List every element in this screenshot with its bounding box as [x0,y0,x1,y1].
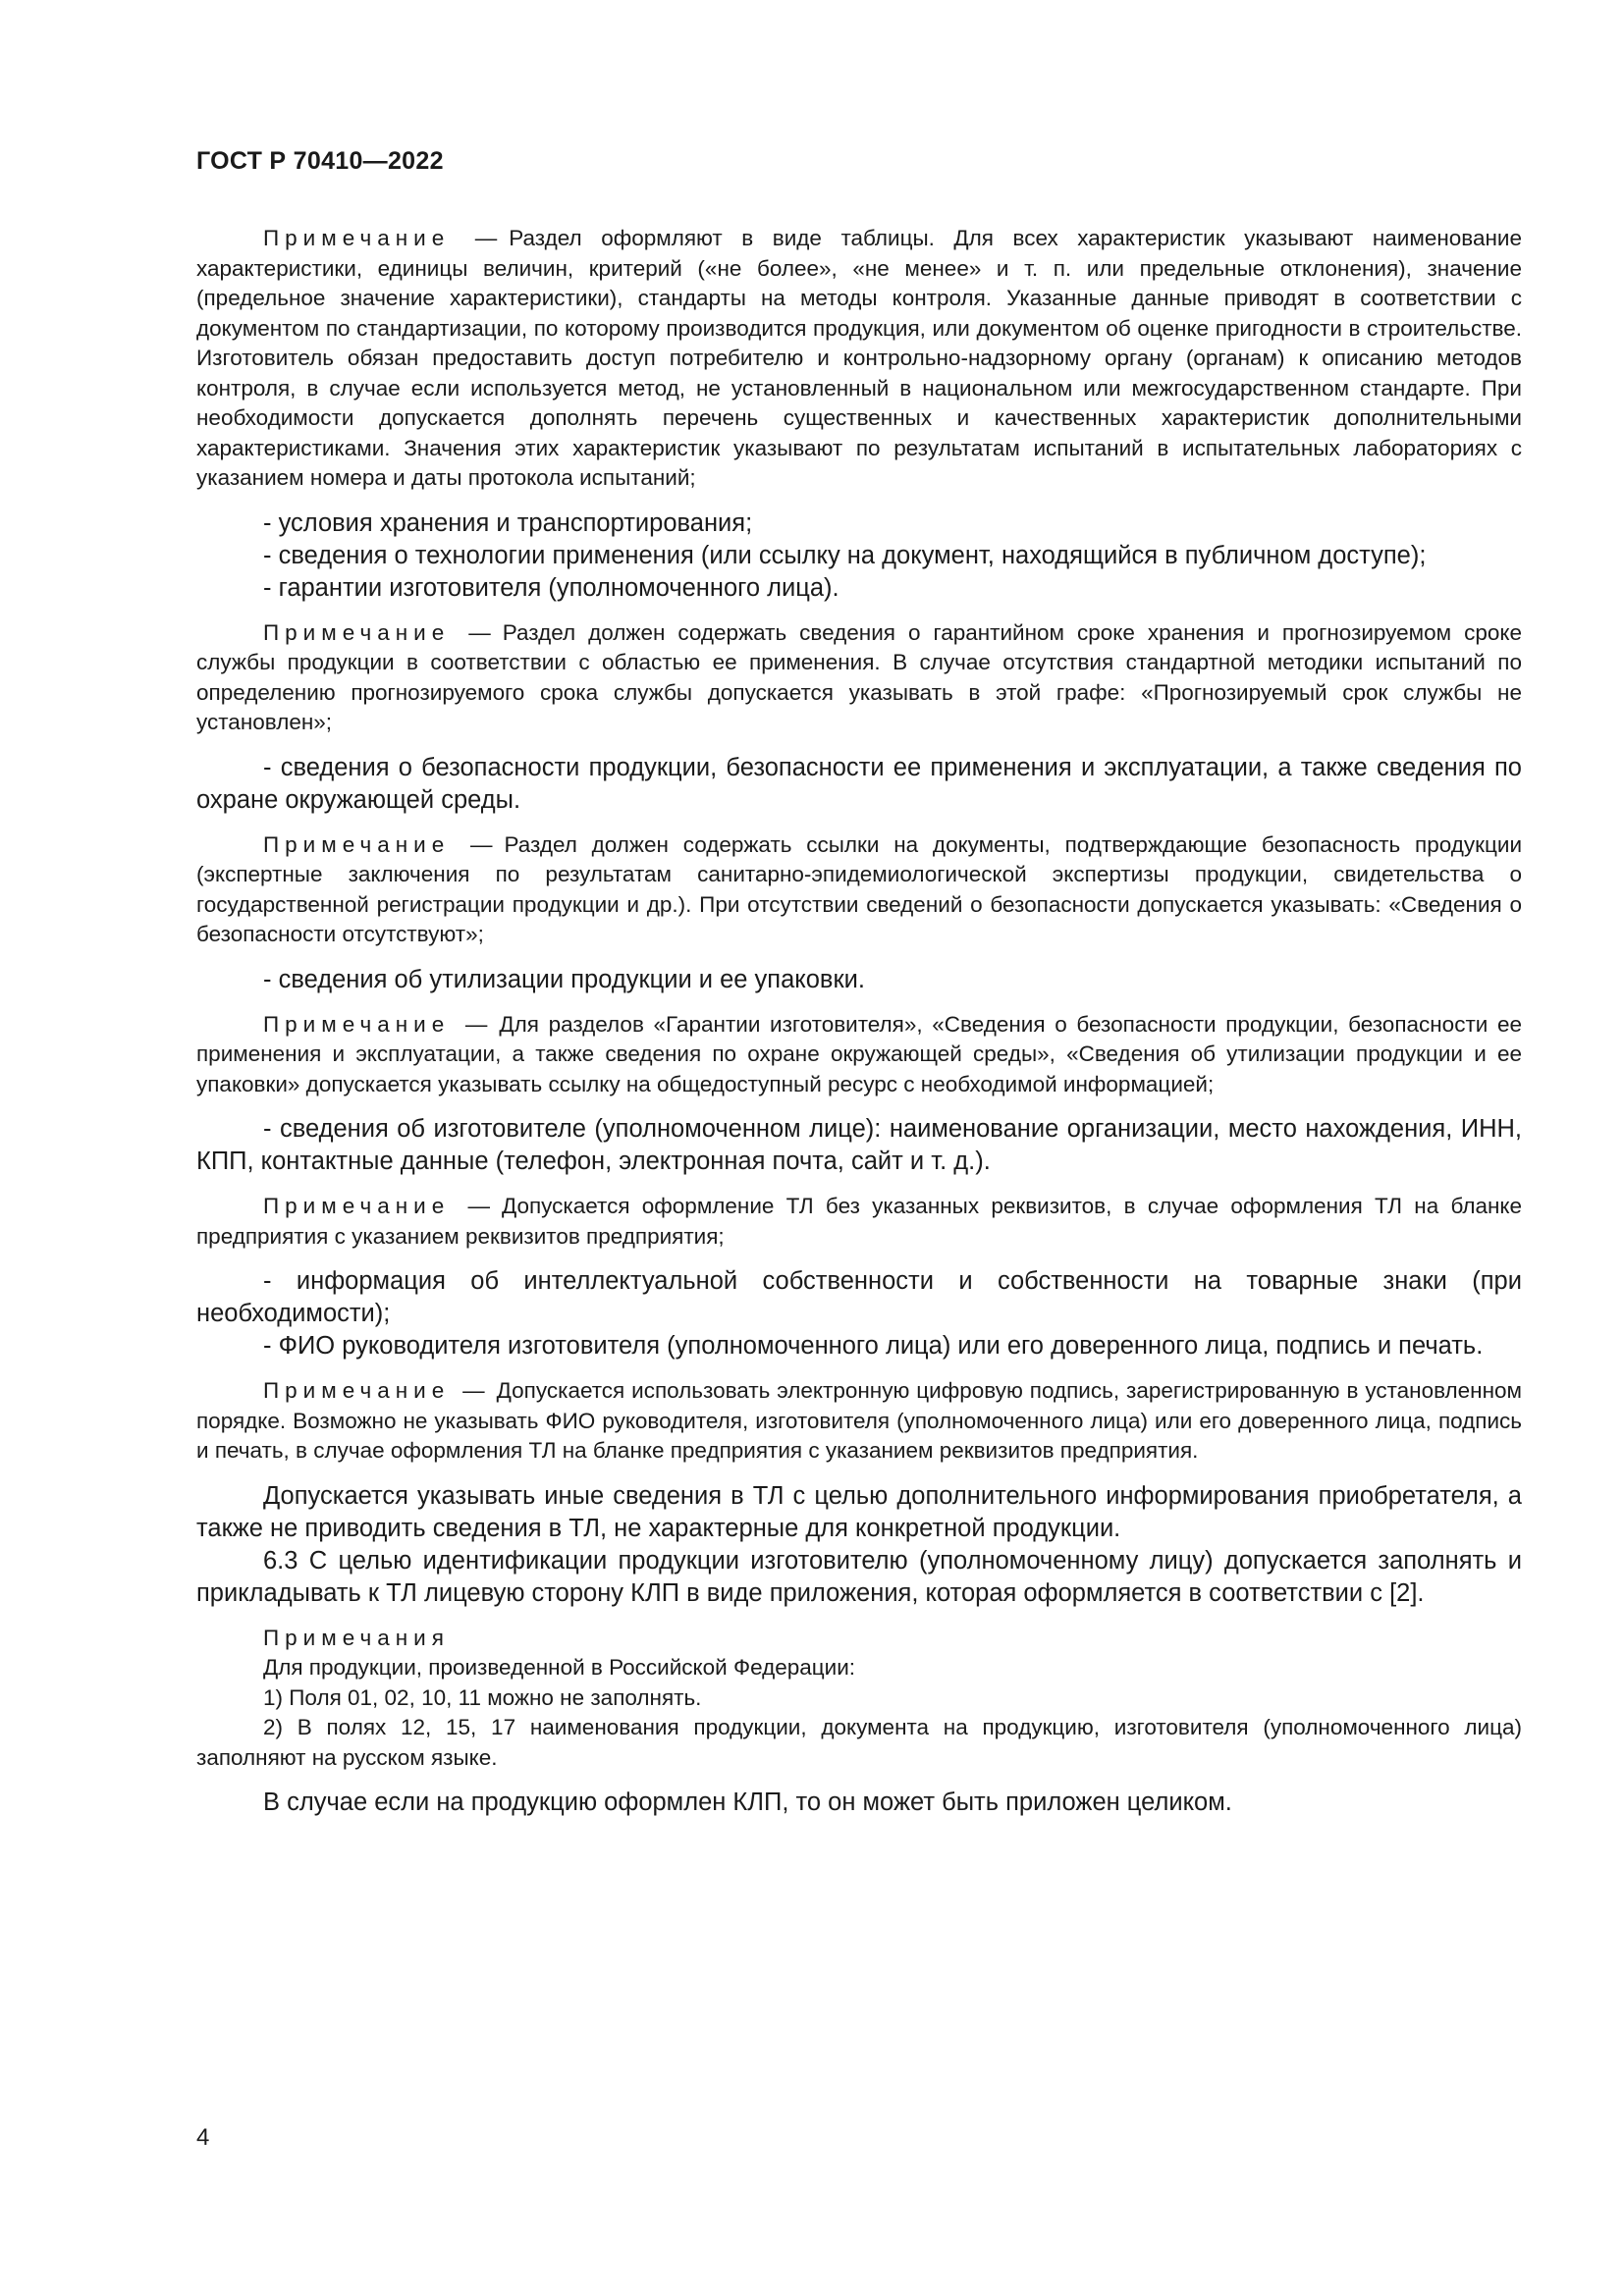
note-paragraph [196,618,1522,738]
note-label: Примечание — [263,831,499,857]
note-text: Раздел должен содержать ссылки на документы, подтверждающие безопасность продукции (экспертные заключения по результатам санитарно-эпидемиологической экспертизы продукции, свидетельства о государственной регистрации продукции и др.). При отсутствии сведений о безопасности допускается указывать: «Сведения о безопасности отсутствуют»; [196,831,1523,946]
notes-block [196,1624,1522,1774]
note-label: Примечание — [263,619,497,645]
note-label: Примечание — [263,1194,496,1218]
note-label: Примечание — [263,1011,494,1037]
list-item: - ФИО руководителя изготовителя (уполномоченного лица) или его доверенного лица, подпись и печать. [263,1332,1484,1360]
list-item: - условия хранения и транспортирования; [263,508,753,537]
note-paragraph [196,224,1522,494]
note-paragraph [196,1010,1522,1100]
list-item: - сведения о технологии применения (или ссылку на документ, находящийся в публичном доступе); [263,541,1427,569]
notes-title: Примечания [263,1625,450,1650]
notes-line: 2) В полях 12, 15, 17 наименования продукции, документа на продукцию, изготовителя (уполномоченного лица) заполняют на русском языке. [196,1715,1522,1770]
document-page [196,0,1522,2296]
list-item: - сведения об изготовителе (уполномоченном лице): наименование организации, место нахождения, ИНН, КПП, контактные данные (телефон, электронная почта, сайт и т. д.). [196,1115,1522,1175]
notes-line: Для продукции, произведенной в Российской Федерации: [263,1655,856,1680]
note-text: Раздел должен содержать сведения о гарантийном сроке хранения и прогнозируемом сроке службы продукции в соответствии с областью ее применения. В случае отсутствия стандартной методики испытаний по определению прогнозируемого срока службы допускается указывать в этой графе: «Прогнозируемый срок службы не установлен»; [196,619,1523,734]
notes-line: 1) Поля 01, 02, 10, 11 можно не заполнять. [263,1684,702,1710]
note-text: Допускается оформление ТЛ без указанных реквизитов, в случае оформления ТЛ на бланке предприятия с указанием реквизитов предприятия; [196,1194,1523,1249]
list-item: - гарантии изготовителя (уполномоченного лица). [263,573,839,602]
list-item: - сведения об утилизации продукции и ее упаковки. [263,965,865,993]
section-paragraph: 6.3 С целью идентификации продукции изготовителю (уполномоченному лицу) допускается заполнять и прикладывать к ТЛ лицевую сторону КЛП в виде приложения, которая оформляется в соответствии с [2]. [196,1546,1522,1607]
page-number: 4 [196,2124,210,2151]
body-paragraph: Допускается указывать иные сведения в ТЛ с целью дополнительного информирования приобретателя, а также не приводить сведения в ТЛ, не характерные для конкретной продукции. [196,1481,1522,1542]
note-paragraph [196,1192,1522,1252]
note-label: Примечание — [263,226,504,250]
note-paragraph [196,830,1522,950]
page-content [196,224,1522,1819]
note-paragraph [196,1376,1522,1467]
note-text: Раздел оформляют в виде таблицы. Для всех характеристик указывают наименование характеристики, единицы величин, критерий («не более», «не менее» и т. п. или предельные отклонения), значение (предельное значение характеристики), стандарты на методы контроля. Указанные данные приводят в соответствии с документом по стандартизации, по которому производится продукция, или документом об оценке пригодности в строительстве. Изготовитель обязан предоставить доступ потребителю и контрольно-надзорному органу (органам) к описанию методов контроля, в случае если используется метод, не установленный в национальном или межгосударственном стандарте. При необходимости допускается дополнять перечень существенных и качественных характеристик дополнительными характеристиками. Значения этих характеристик указывают по результатам испытаний в испытательных лабораториях с указанием номера и даты протокола испытаний; [196,226,1523,490]
list-item: - информация об интеллектуальной собственности и собственности на товарные знаки (при необходимости); [196,1267,1522,1327]
note-text: Для разделов «Гарантии изготовителя», «Сведения о безопасности продукции, безопасности ее применения и эксплуатации, а также сведения по охране окружающей среды», «Сведения об утилизации продукции и ее упаковки» допускается указывать ссылку на общедоступный ресурс с необходимой информацией; [196,1011,1522,1096]
standard-header: ГОСТ Р 70410—2022 [196,147,444,175]
list-item: - сведения о безопасности продукции, безопасности ее применения и эксплуатации, а также сведения по охране окружающей среды. [196,753,1522,814]
body-paragraph: В случае если на продукцию оформлен КЛП, то он может быть приложен целиком. [263,1789,1232,1816]
note-label: Примечание — [263,1378,491,1403]
note-text: Допускается использовать электронную цифровую подпись, зарегистрированную в установленном порядке. Возможно не указывать ФИО руководителя, изготовителя (уполномоченного лица) или его доверенного лица, подпись и печать, в случае оформления ТЛ на бланке предприятия с указанием реквизитов предприятия. [196,1378,1522,1463]
